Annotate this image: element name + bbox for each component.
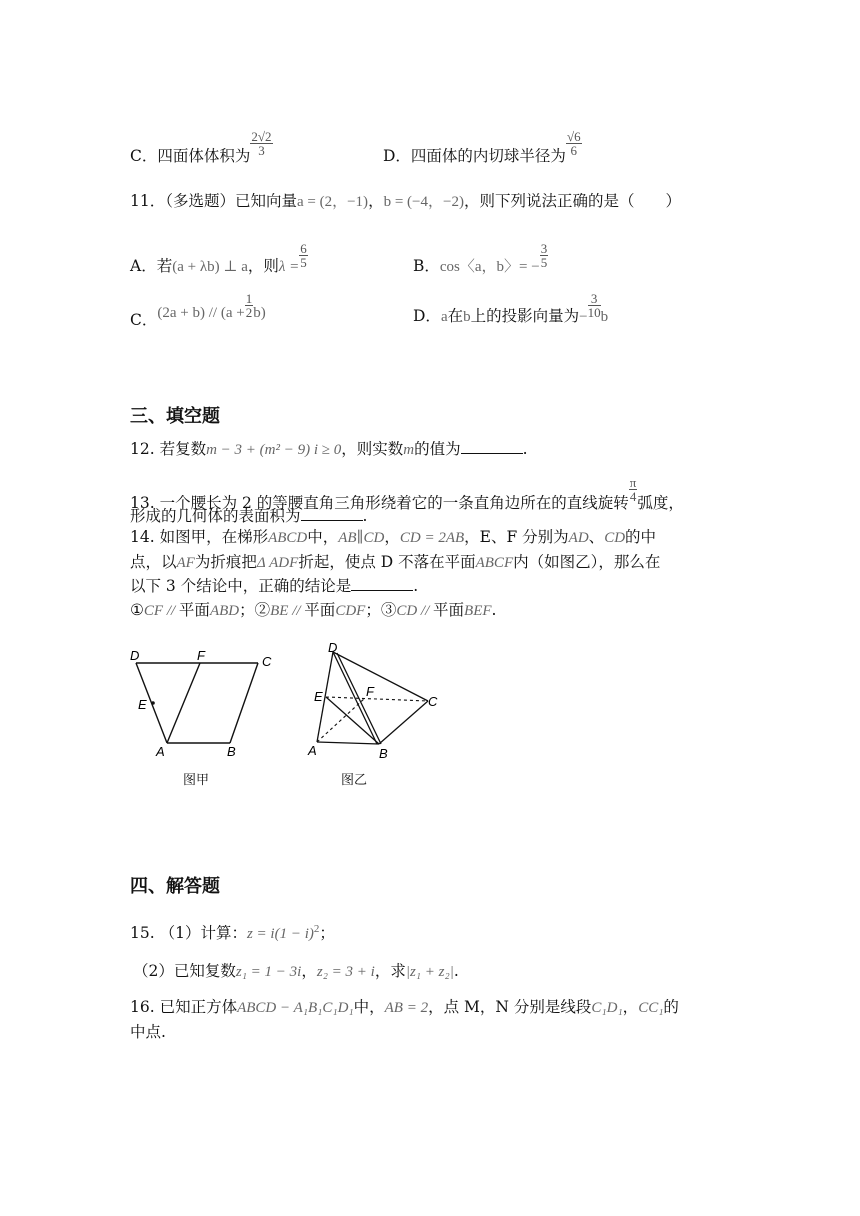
- caption-figure-yi: 图乙: [341, 773, 368, 788]
- q14-text: 的中: [625, 528, 657, 546]
- vector-b: b: [463, 309, 471, 325]
- q16-text: ，点 M，N 分别是线段: [428, 998, 592, 1016]
- label-b: B: [227, 744, 236, 756]
- vector-a-expression: a = (2，−1): [296, 194, 369, 210]
- label-d: D: [328, 640, 338, 655]
- label-f: F: [366, 684, 374, 699]
- math: AF: [176, 555, 195, 571]
- q15-text: ，: [301, 962, 317, 980]
- math: CF //: [143, 603, 179, 619]
- q14-line1: [130, 526, 656, 549]
- q11-option-c: [130, 292, 266, 332]
- math: AB = 2: [384, 1000, 429, 1016]
- q15-part1: [130, 918, 335, 945]
- q12-end: .: [522, 440, 528, 458]
- q14-text: ；②: [239, 601, 271, 619]
- q10-option-d-fraction: [566, 130, 582, 157]
- fraction-numerator: 3: [540, 241, 548, 256]
- label-f: F: [197, 648, 205, 663]
- q14-text: 折起，使点 D 不落在平面: [298, 553, 476, 571]
- math: |z₁ + z₂|: [405, 964, 454, 980]
- option-b-fraction: [540, 242, 549, 269]
- edge-ec-dashed: [326, 697, 428, 701]
- q14-line2: [130, 551, 660, 574]
- fraction-numerator: 3: [588, 292, 601, 306]
- q14-conclusions: [130, 599, 496, 622]
- edge-cb: [230, 663, 258, 743]
- math: BEF: [464, 603, 492, 619]
- option-c-tail: b): [253, 305, 266, 321]
- math: CC₁: [638, 1000, 664, 1016]
- q16-text: 16. 已知正方体: [130, 998, 238, 1016]
- q10-option-d: [383, 130, 582, 167]
- q16-line2: [130, 1021, 166, 1043]
- variable-m: m: [403, 442, 415, 458]
- q15-text: ，求: [374, 962, 406, 980]
- q15-part2: [133, 960, 459, 983]
- q12: [130, 438, 528, 461]
- option-text: 在: [447, 307, 464, 325]
- math: CD //: [396, 603, 434, 619]
- math: AD: [568, 530, 589, 546]
- q14-end: .: [413, 577, 419, 595]
- fraction-numerator: 6: [300, 241, 307, 256]
- math: C₁D₁: [591, 1000, 623, 1016]
- fraction-numerator: 1: [245, 291, 253, 306]
- q10-option-c-text: C．四面体体积为: [130, 147, 251, 165]
- q14-text: 点，以: [130, 553, 177, 571]
- fraction-denominator: 3: [258, 143, 265, 158]
- q12-expression: m − 3 + (m² − 9) i ≥ 0: [206, 442, 342, 458]
- option-c-expression: (2a + b) // (a +: [157, 305, 245, 321]
- fraction-denominator: 5: [300, 255, 307, 270]
- q12-text: 的值为: [414, 440, 461, 458]
- q14-text: 为折痕把: [194, 553, 257, 571]
- fraction-denominator: 10: [587, 305, 601, 320]
- option-c-fraction: [245, 292, 254, 319]
- fraction-denominator: 5: [540, 255, 548, 270]
- answer-blank: [301, 506, 363, 521]
- q16-text: 的: [663, 998, 679, 1016]
- figure-trapezoid: [125, 646, 285, 756]
- q12-text: 12. 若复数: [130, 440, 207, 458]
- q10-option-c: [130, 130, 273, 167]
- edge-eb: [326, 697, 379, 744]
- label-b: B: [379, 746, 388, 761]
- q14-text: 平面: [304, 601, 336, 619]
- q14-text: 中，: [307, 528, 339, 546]
- vector-a: a: [440, 309, 448, 325]
- math: BE //: [270, 603, 305, 619]
- option-text: ，则: [247, 257, 279, 275]
- answer-blank: [461, 439, 523, 454]
- q13-line2: [130, 505, 367, 527]
- q14-text: 平面: [178, 601, 210, 619]
- q14-text: 平面: [433, 601, 465, 619]
- point-e: [151, 701, 155, 705]
- q13-text: 13. 一个腰长为 2 的等腰直角三角形绕着它的一条直角边所在的直线旋转: [130, 494, 629, 512]
- q14-text: .: [491, 601, 497, 619]
- math: ABD: [209, 603, 240, 619]
- q16-text: ，: [622, 998, 639, 1016]
- option-text: 上的投影向量为: [470, 307, 580, 325]
- q15-expression: z = i(1 − i): [246, 926, 314, 943]
- math: CD: [604, 530, 626, 546]
- edge-af: [167, 663, 200, 743]
- vector-b: b: [600, 309, 609, 325]
- q14-text: 内（如图乙），那么在: [513, 553, 661, 571]
- section-title-solve: 四、解答题: [130, 876, 220, 897]
- q15-text: （2）已知复数: [133, 962, 236, 980]
- math: ABCD − A₁B₁C₁D₁: [237, 1000, 354, 1016]
- math: z₁ = 1 − 3i: [235, 964, 302, 980]
- q10-option-d-text: D．四面体的内切球半径为: [383, 147, 566, 165]
- minus-sign: −: [579, 309, 588, 325]
- q12-text: ，则实数: [341, 440, 404, 458]
- q11-stem-tail: ，则下列说法正确的是（ ）: [463, 192, 681, 210]
- q16-text: 中点.: [130, 1023, 166, 1041]
- q14-text: 、: [588, 528, 605, 546]
- q14-text: 14. 如图甲，在梯形: [130, 528, 269, 546]
- label-e: E: [314, 689, 323, 704]
- option-d-fraction: [588, 292, 601, 319]
- q11-stem-text: 11．（多选题）已知向量: [130, 192, 297, 210]
- fraction-denominator: 2: [245, 305, 253, 320]
- q11-option-b: [413, 242, 548, 278]
- option-a-condition: (a + λb) ⊥ a: [172, 259, 248, 275]
- fraction-denominator: 4: [629, 489, 637, 504]
- q14-line3: [130, 575, 418, 597]
- math: Δ ADF: [256, 555, 299, 571]
- math: AB∥CD: [338, 530, 385, 546]
- math: CDF: [335, 603, 366, 619]
- option-a-result: λ =: [278, 259, 300, 275]
- math: CD = 2AB: [399, 530, 465, 546]
- option-label: C．: [130, 311, 158, 329]
- q10-option-c-fraction: [250, 130, 272, 157]
- q14-text: ，: [384, 528, 400, 546]
- exponent: 2: [313, 923, 320, 935]
- edge-bc: [379, 701, 428, 744]
- option-label: A．若: [130, 257, 173, 275]
- edge-dc: [333, 652, 428, 701]
- q14-text: 以下 3 个结论中，正确的结论是: [130, 577, 352, 595]
- label-c: C: [428, 694, 438, 709]
- label-d: D: [130, 648, 140, 663]
- edge-ab: [317, 742, 379, 744]
- fraction-numerator: 2√2: [251, 129, 272, 144]
- q14-text: ；③: [365, 601, 397, 619]
- option-a-fraction: [299, 242, 308, 269]
- q15-text: ；: [319, 924, 335, 943]
- caption-figure-jia: 图甲: [183, 773, 210, 788]
- option-b-expression: cos〈a，b〉= −: [439, 259, 540, 275]
- label-c: C: [262, 654, 272, 669]
- math: ABCF: [475, 555, 514, 571]
- math: ABCD: [268, 530, 308, 546]
- q14-text: ①: [130, 601, 144, 619]
- figure-folded: [305, 640, 455, 770]
- q11-stem: [130, 190, 681, 213]
- q16-text: 中，: [353, 998, 385, 1016]
- q13-end: .: [362, 507, 368, 525]
- option-label: B．: [413, 257, 440, 275]
- fraction-denominator: 6: [570, 143, 577, 158]
- answer-blank: [351, 576, 413, 591]
- q14-text: ，E、F 分别为: [464, 528, 569, 546]
- q15-text: .: [453, 962, 459, 980]
- fraction-numerator: √6: [566, 129, 581, 144]
- vector-b-expression: b = (−4，−2): [383, 194, 464, 210]
- label-a: A: [308, 743, 317, 758]
- separator: ，: [368, 192, 384, 210]
- option-label: D．: [413, 307, 441, 325]
- section-title-fill-in: 三、填空题: [130, 406, 220, 427]
- label-e: E: [138, 697, 147, 712]
- q13-text: 形成的几何体的表面积为: [130, 507, 301, 525]
- label-a: A: [156, 744, 165, 756]
- q11-option-a: [130, 242, 308, 278]
- q11-option-d: [413, 292, 608, 328]
- q13-text: 弧度，: [637, 494, 684, 512]
- fraction-numerator: π: [629, 475, 637, 490]
- q16-line1: [130, 996, 679, 1019]
- q15-text: 15. （1）计算：: [130, 924, 247, 943]
- math: z₂ = 3 + i: [316, 964, 375, 980]
